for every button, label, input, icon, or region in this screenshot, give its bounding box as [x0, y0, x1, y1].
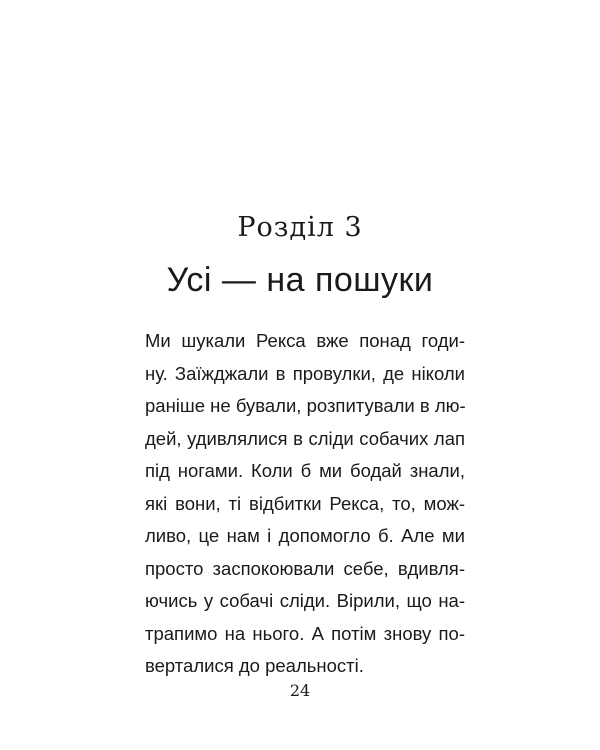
- chapter-label: Розділ 3: [237, 212, 363, 243]
- chapter-title: Усі — на пошуки: [166, 261, 434, 299]
- text-line: які вони, ті відбитки Рекса, то, мож-: [145, 492, 465, 514]
- text-line: Ми шукали Рекса вже понад годи-: [145, 330, 465, 351]
- text-line: просто заспокоювали себе, вдивля-: [145, 557, 465, 579]
- text-line: дей, удивлялися в сліди собачих лап: [145, 427, 465, 449]
- page-number: 24: [289, 681, 311, 700]
- text-line: ючись у собачі сліди. Вірили, що на-: [145, 590, 465, 611]
- body-paragraph: [145, 325, 465, 683]
- text-line: трапимо на нього. А потім знову по-: [145, 622, 465, 644]
- text-line: ливо, це нам і допомогло б. Але ми: [145, 525, 465, 546]
- text-line: ну. Заїжджали в провулки, де ніколи: [145, 362, 465, 384]
- text-line: під ногами. Коли б ми бодай знали,: [145, 460, 465, 481]
- text-line: раніше не бували, розпитували в лю-: [145, 395, 466, 416]
- text-line: верталися до реальності.: [145, 655, 364, 676]
